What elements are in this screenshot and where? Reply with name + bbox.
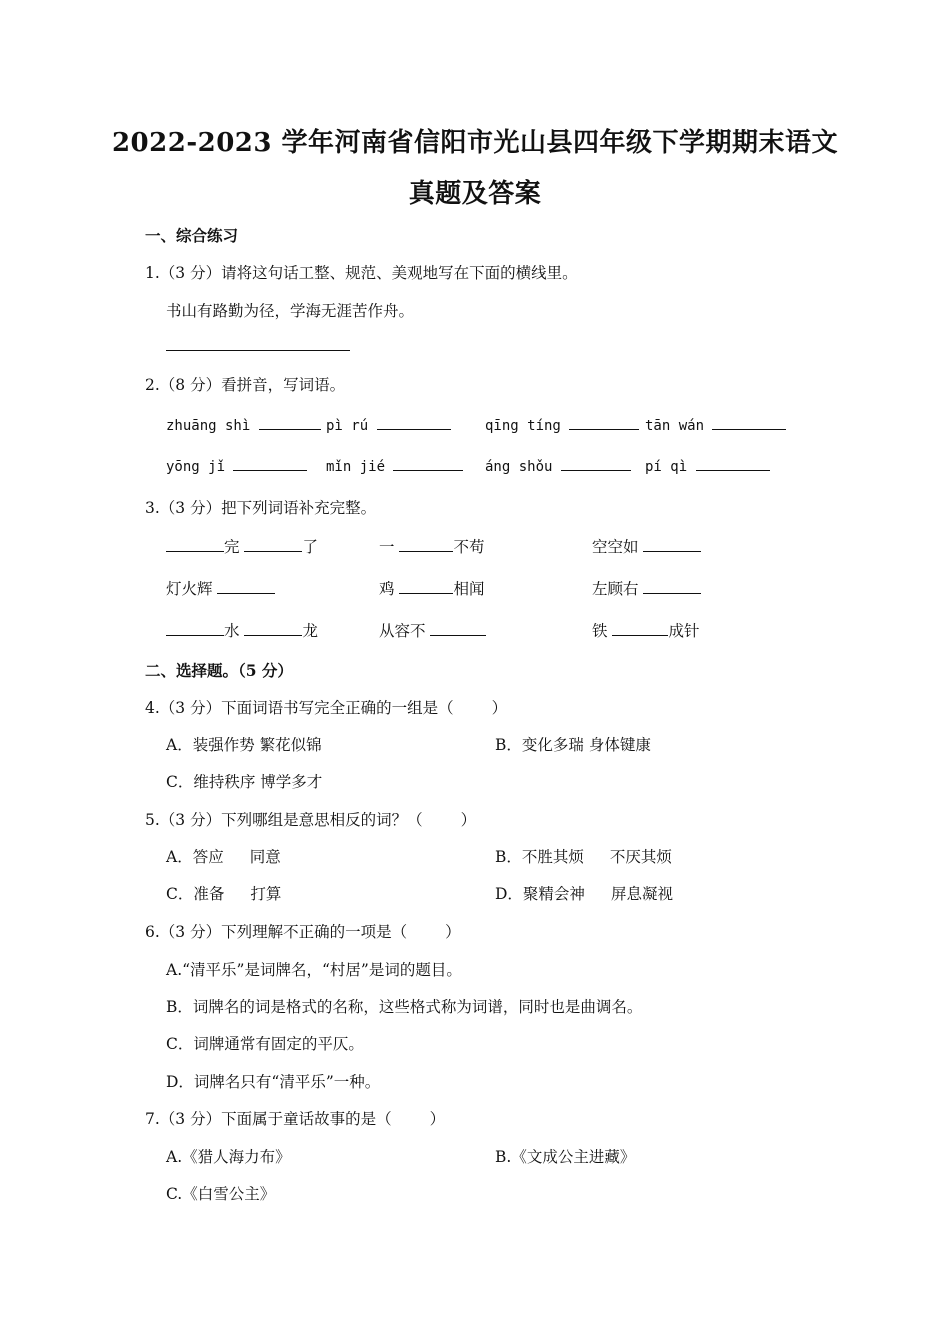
q1-stem: 1.（3 分）请将这句话工整、规范、美观地写在下面的横线里。 bbox=[145, 264, 578, 282]
idiom-item: 鸡 相闻 bbox=[379, 580, 485, 598]
q1-sentence: 书山有路勤为径，学海无涯苦作舟。 bbox=[166, 302, 415, 320]
q4-stem: 4.（3 分）下面词语书写完全正确的一组是（ ） bbox=[145, 699, 508, 717]
pinyin-item: tān wán bbox=[645, 415, 786, 434]
pinyin-item: pì rú bbox=[326, 415, 451, 434]
answer-blank[interactable] bbox=[399, 537, 453, 552]
q5-option-d[interactable]: D．聚精会神 屏息凝视 bbox=[495, 885, 673, 903]
answer-blank[interactable] bbox=[233, 456, 307, 471]
answer-blank[interactable] bbox=[393, 456, 463, 471]
pinyin-item: áng shǒu bbox=[485, 456, 631, 475]
q2-stem: 2.（8 分）看拼音，写词语。 bbox=[145, 376, 346, 394]
q6-option-c[interactable]: C．词牌通常有固定的平仄。 bbox=[166, 1035, 364, 1053]
title-line-2: 真题及答案 bbox=[408, 179, 542, 209]
pinyin-item: zhuāng shì bbox=[166, 415, 321, 434]
answer-blank[interactable] bbox=[377, 415, 451, 430]
q7-option-b[interactable]: B.《文成公主进藏》 bbox=[495, 1148, 636, 1166]
q4-option-a[interactable]: A．装强作势 繁花似锦 bbox=[166, 736, 322, 754]
answer-blank[interactable] bbox=[643, 537, 701, 552]
answer-blank[interactable] bbox=[430, 621, 486, 636]
section-heading-1: 一、综合练习 bbox=[145, 226, 239, 245]
q6-stem: 6.（3 分）下列理解不正确的一项是（ ） bbox=[145, 923, 461, 941]
pinyin-item: yōng jǐ bbox=[166, 456, 307, 475]
idiom-item: 一 不苟 bbox=[379, 538, 485, 556]
idiom-item: 空空如 bbox=[592, 535, 701, 557]
answer-blank[interactable] bbox=[569, 415, 639, 430]
idiom-item: 完 了 bbox=[166, 535, 318, 557]
idiom-item: 左顾右 bbox=[592, 577, 701, 599]
pinyin-item: qīng tíng bbox=[485, 415, 639, 434]
q1-answer-line[interactable] bbox=[166, 336, 350, 355]
answer-blank[interactable] bbox=[561, 456, 631, 471]
answer-blank[interactable] bbox=[244, 621, 302, 636]
q6-option-a[interactable]: A.“清平乐”是词牌名，“村居”是词的题目。 bbox=[166, 961, 462, 979]
q5-option-a[interactable]: A．答应 同意 bbox=[166, 848, 281, 866]
q6-option-d[interactable]: D．词牌名只有“清平乐”一种。 bbox=[166, 1073, 381, 1091]
q7-option-a[interactable]: A.《猎人海力布》 bbox=[166, 1148, 291, 1166]
q5-option-c[interactable]: C．准备 打算 bbox=[166, 885, 282, 903]
idiom-item: 灯火辉 bbox=[166, 577, 275, 599]
q6-option-b[interactable]: B．词牌名的词是格式的名称，这些格式称为词谱，同时也是曲调名。 bbox=[166, 998, 643, 1016]
q7-stem: 7.（3 分）下面属于童话故事的是（ ） bbox=[145, 1110, 446, 1128]
answer-blank[interactable] bbox=[166, 537, 224, 552]
answer-blank[interactable] bbox=[643, 579, 701, 594]
answer-blank[interactable] bbox=[612, 621, 668, 636]
q5-stem: 5.（3 分）下列哪组是意思相反的词？（ ） bbox=[145, 811, 477, 829]
answer-blank[interactable] bbox=[217, 579, 275, 594]
answer-blank[interactable] bbox=[244, 537, 302, 552]
idiom-item: 从容不 bbox=[379, 619, 486, 641]
pinyin-item: pí qì bbox=[645, 456, 770, 475]
q4-option-c[interactable]: C．维持秩序 博学多才 bbox=[166, 773, 323, 791]
answer-blank[interactable] bbox=[166, 621, 224, 636]
q4-option-b[interactable]: B．变化多瑞 身体键康 bbox=[495, 736, 651, 754]
q7-option-c[interactable]: C.《白雪公主》 bbox=[166, 1185, 276, 1203]
q3-stem: 3.（3 分）把下列词语补充完整。 bbox=[145, 499, 377, 517]
pinyin-item: mǐn jié bbox=[326, 456, 463, 475]
answer-blank[interactable] bbox=[696, 456, 770, 471]
idiom-item: 铁 成针 bbox=[592, 622, 700, 640]
q5-option-b[interactable]: B．不胜其烦 不厌其烦 bbox=[495, 848, 672, 866]
title-line-1: 2022-2023 学年河南省信阳市光山县四年级下学期期末语文 bbox=[111, 128, 839, 158]
section-heading-2: 二、选择题。（5 分） bbox=[145, 661, 293, 680]
answer-blank[interactable] bbox=[259, 415, 321, 430]
idiom-item: 水 龙 bbox=[166, 619, 318, 641]
answer-blank[interactable] bbox=[712, 415, 786, 430]
answer-blank[interactable] bbox=[399, 579, 453, 594]
